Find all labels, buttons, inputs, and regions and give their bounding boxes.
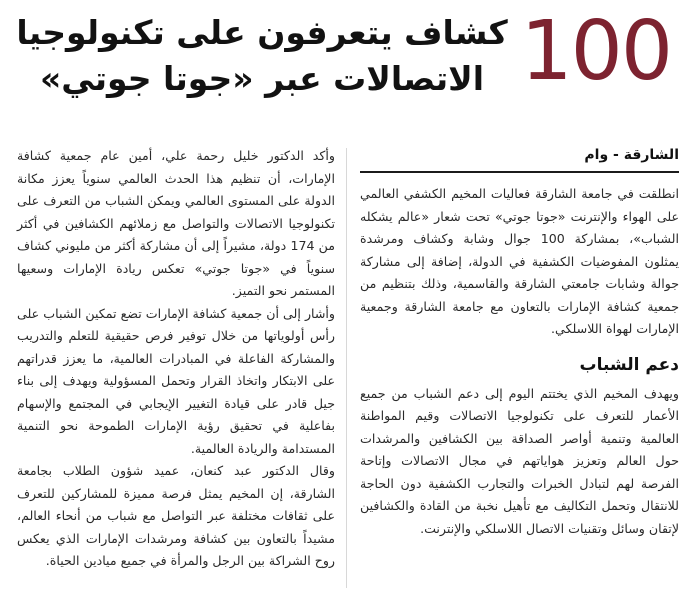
paragraph-intro: انطلقت في جامعة الشارقة فعاليات المخيم الكشفي العالمي على الهواء والإنترنت «جوتا جوتي» تحت شعار «عالم يشكله الشباب»، بمشاركة 100 جوال وشابة وكشاف ومرشدة يمثلون المفوضيات الكشفية في الدولة، إضافة إلى مشاركة جوالة وشابات جامعتي الشارقة والقاسمية، وذلك بتنظيم من جمعية كشافة الإمارات بالتعاون مع جامعة الشارقة وجمعية الإمارات لهواة اللاسلكي. — [360, 186, 680, 336]
article-header — [0, 2, 693, 102]
paragraph-goals: ويهدف المخيم الذي يختتم اليوم إلى دعم الشباب من جميع الأعمار للتعرف على تكنولوجيا الاتصالات وقيم المواطنة العالمية وتنمية أواصر الصداقة بين الكشافين والمرشدات حول العالم وتعزيز هواياتهم في مجال الاتصالات وإتاحة الفرصة لهم لتبادل الخبرات والتجارب الكشفية دون الحاجة للانتقال وتحمل التكاليف مع تأهيل نخبة من القادة والكشافين لإتقان وسائل وتقنيات الاتصال اللاسلكي والإنترنت. — [360, 385, 679, 536]
column-divider — [346, 148, 347, 588]
headline-number: 100 — [520, 4, 671, 99]
left-column — [17, 145, 335, 573]
paragraph-youth-empowerment: وأشار إلى أن جمعية كشافة الإمارات تضع تمكين الشباب على رأس أولوياتها من خلال توفير فرص حقيقية للتعلم والتدريب والمشاركة الفاعلة في المبادرات العالمية، ما يعزز قدراتهم على الابتكار واتخاذ القرار وتحمل المسؤولية ويهدف إلى بناء جيل قادر على قيادة التغيير الإيجابي في المجتمع والإسهام بفاعلية في تحقيق رؤية الإمارات الطموحة نحو التنمية المستدامة والريادة العالمية. — [17, 305, 335, 456]
paragraph-quote-dean: وقال الدكتور عبد كنعان، عميد شؤون الطلاب بجامعة الشارقة، إن المخيم يمثل فرصة مميزة للمشاركين للتعرف على ثقافات مختلفة عبر التواصل مع شباب من أنحاء العالم، مشيداً بالتعاون بين كشافة ومرشدات الإمارات الذي يعكس روح الشراكة بين الرجل والمرأة في جميع ميادين الحياة. — [17, 463, 335, 568]
dateline: الشارقة - وام — [360, 145, 679, 173]
headline-line-2: الاتصالات عبر «جوتا جوتي» — [39, 59, 485, 98]
headline-line-1: كشاف يتعرفون على تكنولوجيا — [16, 13, 508, 52]
right-column — [360, 145, 679, 540]
subheading: دعم الشباب — [579, 354, 679, 375]
paragraph-quote-secretary: وأكد الدكتور خليل رحمة علي، أمين عام جمعية كشافة الإمارات، أن تنظيم هذا الحدث العالمي سنوياً يعزز مكانة الدولة على المستوى العالمي ويمكن الشباب من التعرف على تكنولوجيا الاتصالات والتواصل مع زملائهم الكشافين في أكثر من 174 دولة، مشيراً إلى أن مشاركة أكثر من مليوني كشاف سنوياً في «جوتا جوتي» تعكس ريادة الإمارات وسعيها المستمر نحو التميز. — [17, 148, 336, 298]
headline — [7, 10, 517, 102]
